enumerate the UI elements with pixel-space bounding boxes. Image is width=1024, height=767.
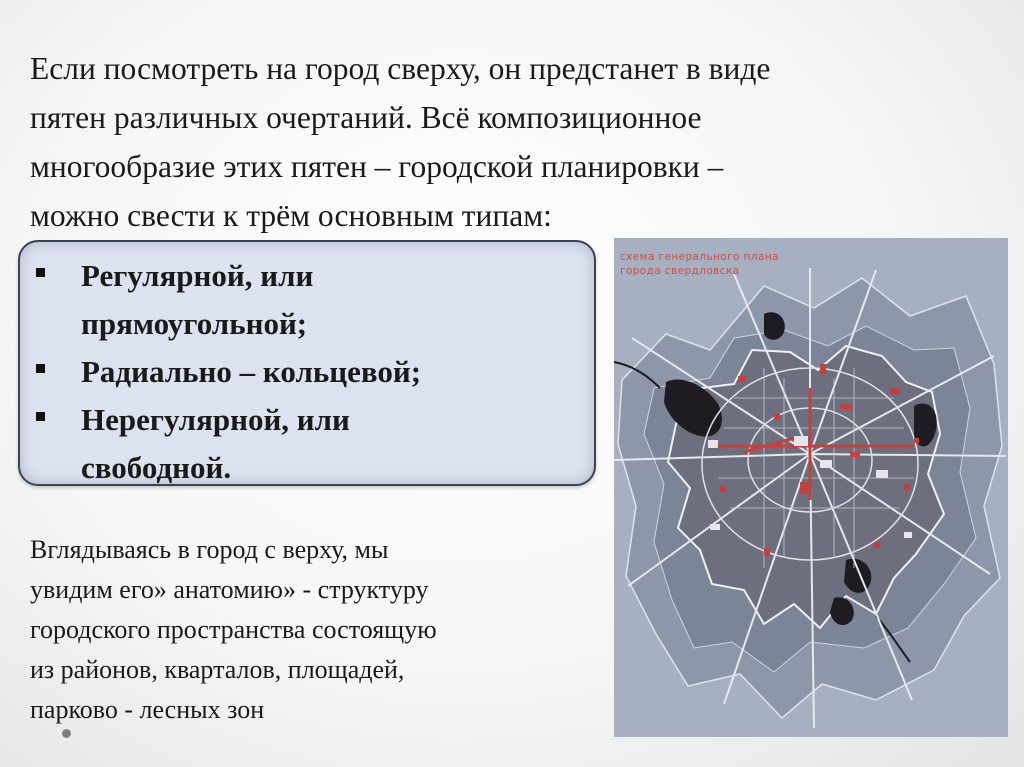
city-plan-image (614, 238, 1008, 737)
intro-line: можно свести к трём основным типам: (30, 198, 552, 233)
note-text (30, 530, 600, 730)
note-line: парково - лесных зон (30, 695, 265, 724)
planning-type-item (20, 396, 594, 492)
planning-type-label: Регулярной, или (81, 258, 314, 293)
note-line: городского пространства состоящую (30, 615, 437, 644)
map-caption-line: схема генерального плана (620, 251, 779, 263)
map-caption (620, 250, 779, 278)
intro-line: Если посмотреть на город сверху, он предстанет в виде (30, 51, 771, 86)
note-line: из районов, кварталов, площадей, (30, 655, 405, 684)
square-bullet-icon (36, 412, 45, 421)
city-plan-drawing (614, 238, 1008, 737)
note-line: увидим его» анатомию» - структуру (30, 575, 429, 604)
map-caption-line: города свердловска (620, 265, 740, 277)
planning-type-label: Нерегулярной, или (81, 402, 350, 437)
intro-line: многообразие этих пятен – городской планировки – (30, 149, 724, 184)
note-line: Вглядываясь в город с верху, мы (30, 535, 389, 564)
planning-types-list (20, 242, 594, 492)
decorative-dot (62, 729, 71, 738)
planning-type-label: прямоугольной; (81, 306, 308, 341)
intro-line: пятен различных очертаний. Всё композиционное (30, 100, 702, 135)
square-bullet-icon (36, 364, 45, 373)
planning-type-item (20, 252, 594, 348)
planning-types-box (18, 240, 596, 486)
square-bullet-icon (36, 268, 45, 277)
planning-type-item (20, 348, 594, 396)
intro-text (30, 44, 980, 240)
planning-type-label: свободной. (81, 450, 232, 485)
planning-type-label: Радиально – кольцевой; (81, 354, 422, 389)
